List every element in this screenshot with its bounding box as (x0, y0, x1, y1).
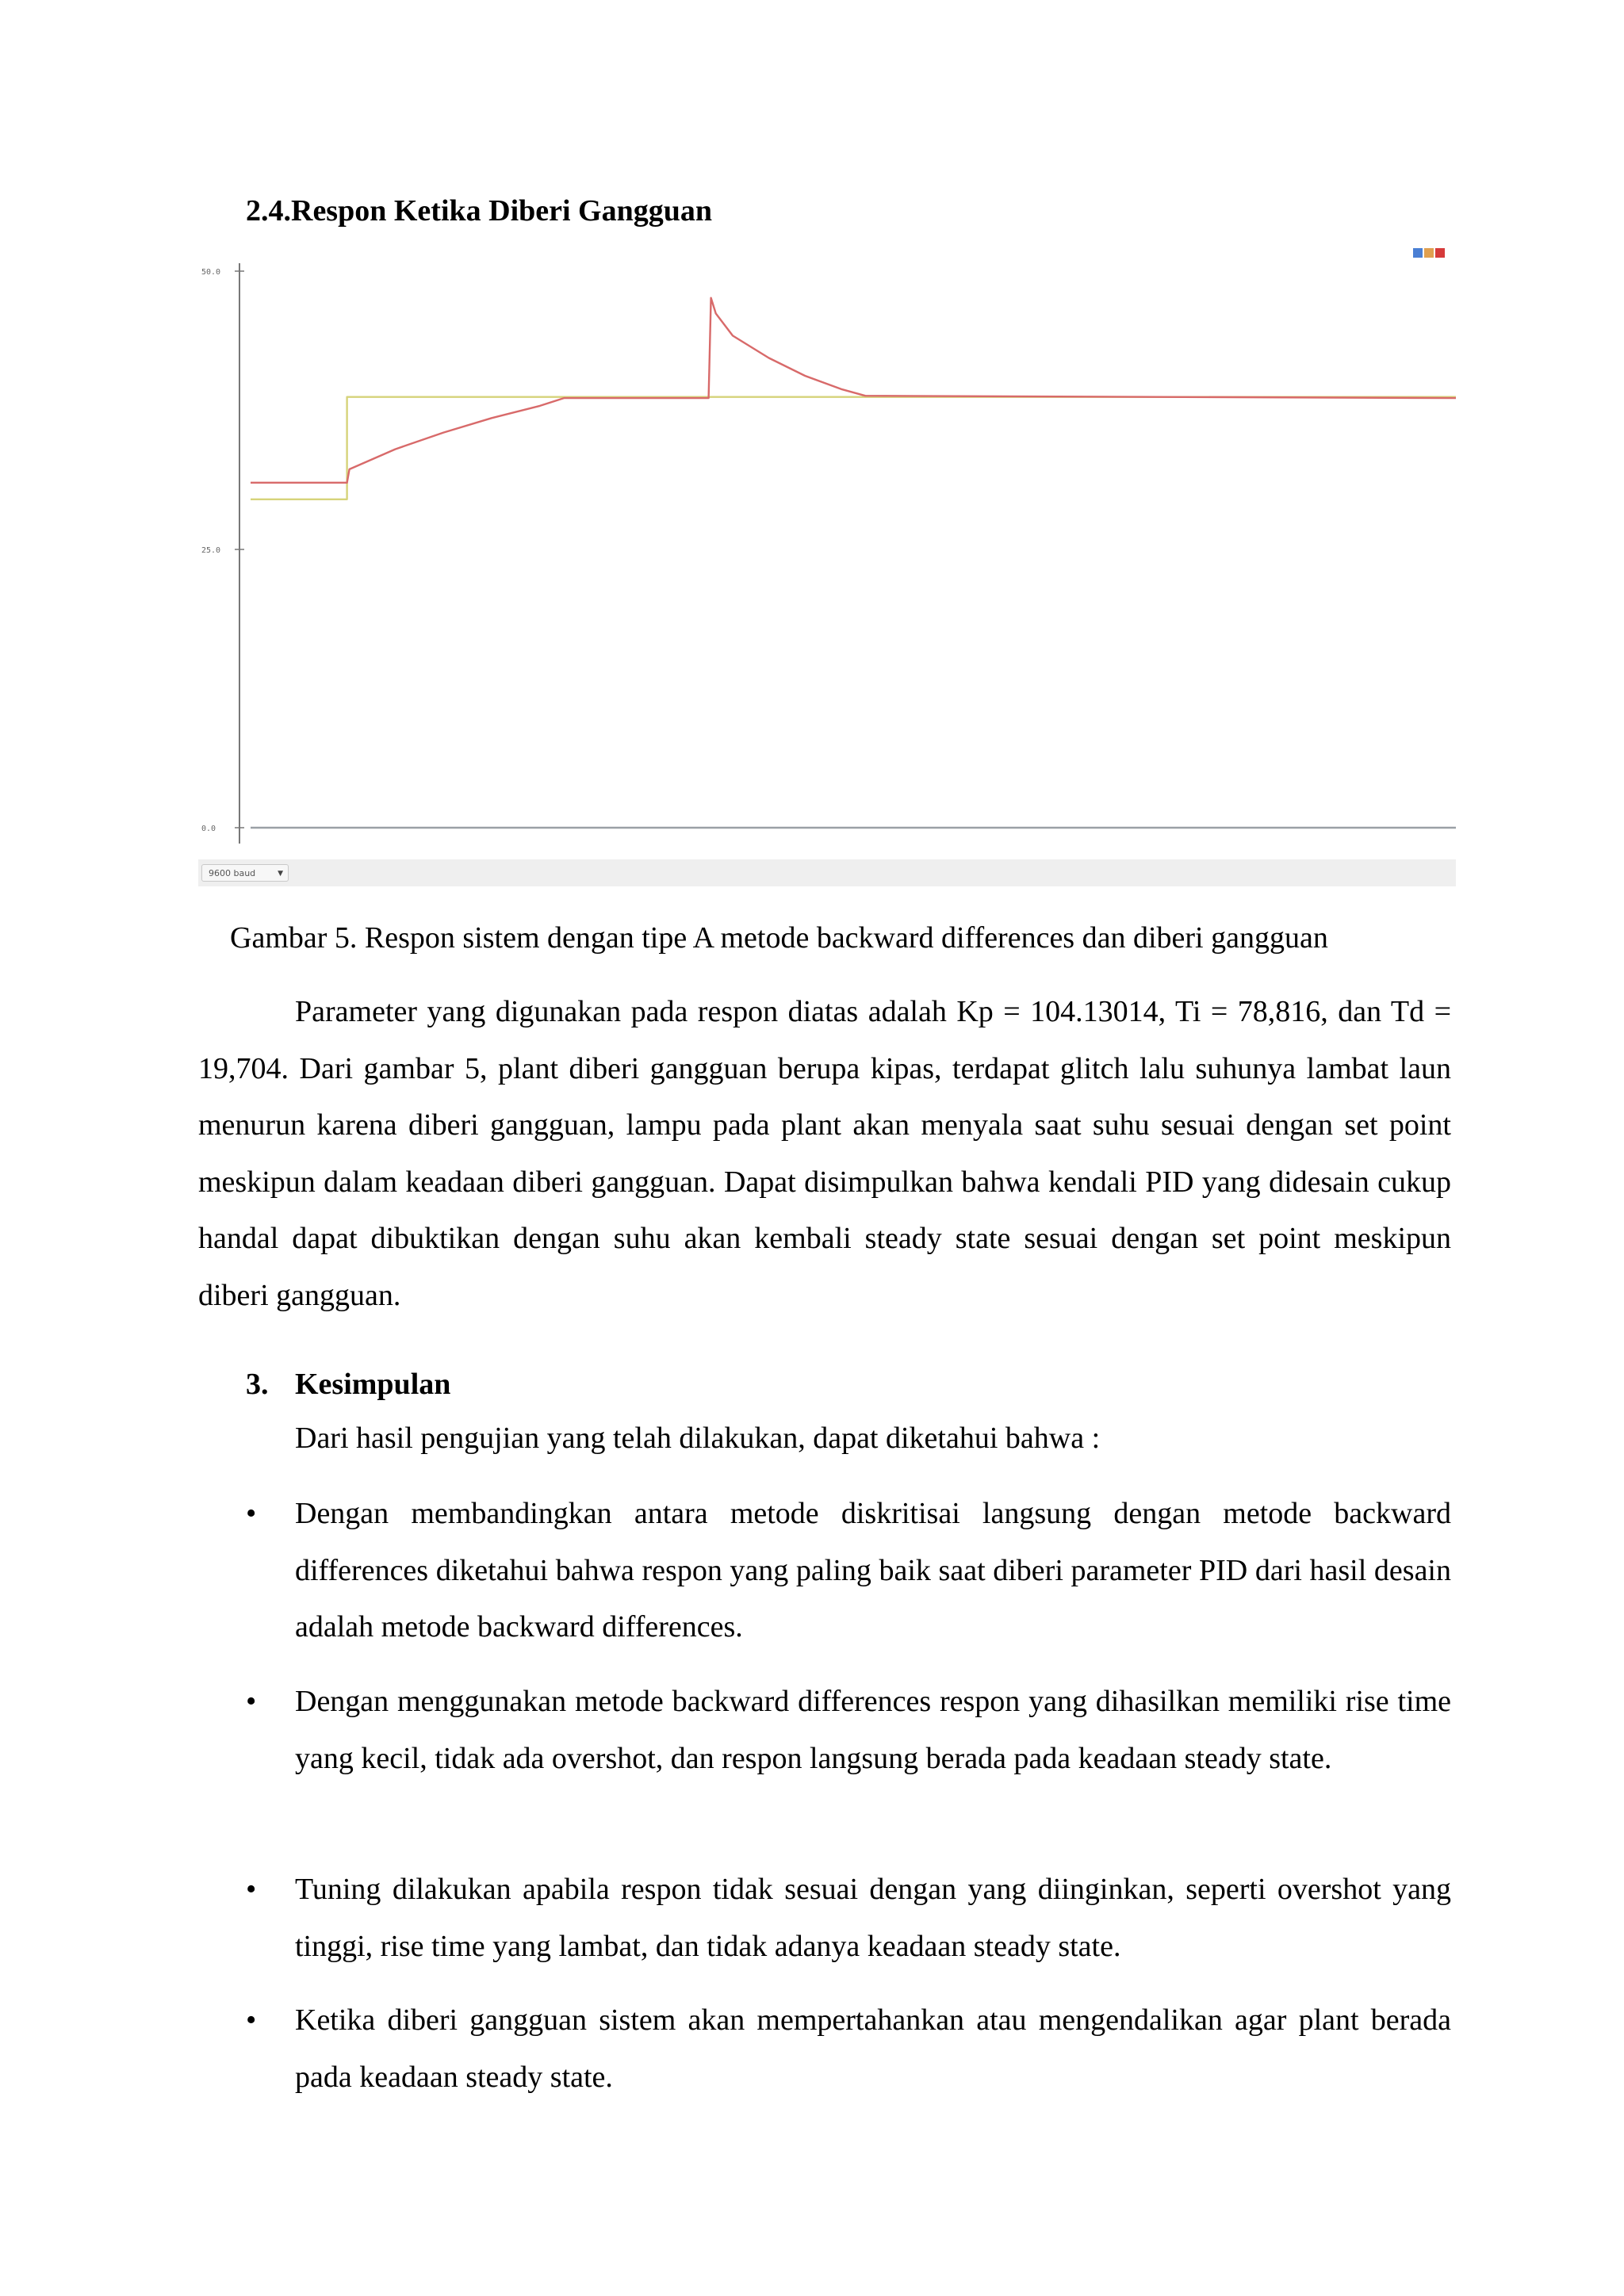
section-heading: 2.4.Respon Ketika Diberi Gangguan (246, 194, 713, 228)
list-item-text: Dengan membandingkan antara metode diskritisai langsung dengan metode backward differences diketahui bahwa respon yang paling baik saat diberi parameter PID dari hasil desain adalah metode backward differences. (295, 1497, 1451, 1644)
conclusion-title: Kesimpulan (295, 1368, 451, 1401)
serial-plotter-figure (198, 241, 1456, 887)
chart-legend (1411, 247, 1448, 257)
body-paragraph: Parameter yang digunakan pada respon diatas adalah Kp = 104.13014, Ti = 78,816, dan Td = 19,704. Dari gambar 5, plant diberi gangguan berupa kipas, terdapat glitch lalu suhunya lambat laun menurun karena diberi gangguan, lampu pada plant akan menyala saat suhu sesuai dengan set point meskipun dalam keadaan diberi gangguan. Dapat disimpulkan bahwa kendali PID yang didesain cukup handal dapat dibuktikan dengan suhu akan kembali steady state sesuai dengan set point meskipun diberi gangguan. (198, 995, 1451, 1312)
bullet-icon: • (246, 1873, 257, 1906)
bullet-icon: • (246, 2003, 257, 2037)
y-tick-label: 0.0 (201, 825, 216, 833)
legend-swatch-2 (1424, 248, 1434, 258)
conclusion-intro: Dari hasil pengujian yang telah dilakukan, dapat diketahui bahwa : (295, 1422, 1101, 1455)
baud-rate-label: 9600 baud (209, 868, 256, 878)
series-line-1 (251, 397, 1456, 499)
figure-caption: Gambar 5. Respon sistem dengan tipe A metode backward differences dan diberi gangguan (230, 921, 1328, 955)
list-item-text: Dengan menggunakan metode backward differences respon yang dihasilkan memiliki rise time yang kecil, tidak ada overshot, dan respon langsung berada pada keadaan steady state. (295, 1685, 1451, 1775)
list-item-text: Ketika diberi gangguan sistem akan mempertahankan atau mengendalikan agar plant berada pada keadaan steady state. (295, 2003, 1451, 2094)
bullet-icon: • (246, 1497, 257, 1530)
bullet-icon: • (246, 1685, 257, 1718)
plotter-footer-bar (198, 859, 1456, 886)
chevron-down-icon: ▼ (278, 870, 283, 878)
conclusion-heading (246, 1367, 450, 1402)
response-chart (198, 241, 1456, 859)
baud-rate-select[interactable] (201, 864, 289, 882)
y-tick-label: 25.0 (201, 546, 221, 555)
conclusion-number: 3. (246, 1368, 269, 1401)
list-item-text: Tuning dilakukan apabila respon tidak sesuai dengan yang diinginkan, seperti overshot yang tinggi, rise time yang lambat, dan tidak adanya keadaan steady state. (295, 1873, 1451, 1963)
legend-swatch-1 (1413, 248, 1423, 258)
series-line-2 (251, 298, 1456, 483)
y-tick-label: 50.0 (201, 268, 221, 277)
legend-swatch-3 (1435, 248, 1445, 258)
